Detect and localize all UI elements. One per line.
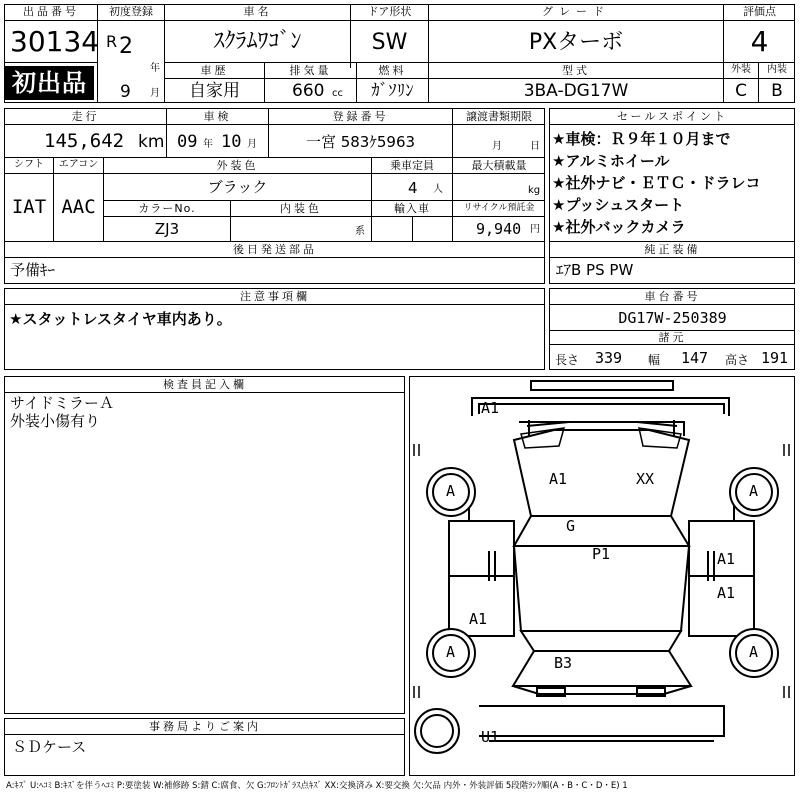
history: 自家用 [189, 81, 240, 101]
notes-label: 注意事項欄 [240, 290, 310, 303]
sales-point: ★社外バックカメラ [552, 218, 686, 236]
first-registration-label: 初度登録 [109, 5, 153, 18]
chassis-number-label: 車台番号 [644, 290, 701, 303]
displacement-unit: cc [332, 88, 343, 99]
month-unit: 月 [150, 88, 160, 99]
mark-rear-bumper: A1 [481, 399, 500, 417]
equipment-label: 純正装備 [644, 243, 701, 256]
mark-hood-left: A1 [549, 470, 568, 488]
capacity: 4 [408, 179, 418, 197]
notes-text: ★スタットレスタイヤ車内あり。 [9, 310, 232, 328]
mark-tire-front-right: A [749, 482, 759, 500]
mark-tire-rear-right: A [749, 643, 759, 661]
model-label: 型式 [562, 64, 590, 77]
office-text: ＳＤケース [12, 738, 87, 756]
color-number: ZJ3 [154, 220, 180, 238]
mark-tire-rear-left: A [446, 643, 456, 661]
lot-number-label: 出品番号 [23, 5, 79, 18]
exterior-color: ブラック [207, 178, 268, 196]
score-label: 評価点 [743, 5, 776, 18]
max-load-unit: kg [528, 185, 541, 196]
vehicle-diagram [409, 376, 795, 776]
inspector-line: 外装小傷有り [10, 412, 101, 430]
interior-label: 内装 [767, 64, 787, 75]
registration-month: 9 [120, 82, 131, 102]
inspection-year: 09 [177, 132, 198, 152]
exterior-color-label: 外装色 [216, 159, 259, 172]
model: 3BA-DG17W [523, 81, 629, 101]
inspection-year-unit: 年 [203, 139, 213, 150]
office-label: 事務局よりご案内 [149, 720, 261, 733]
mark-tailgate: B3 [554, 654, 573, 672]
transfer-month-unit: 月 [492, 141, 502, 152]
door-type: SW [371, 30, 408, 55]
grade: PXターボ [528, 30, 624, 55]
width: 147 [681, 349, 709, 367]
inspection-month: 10 [221, 132, 242, 152]
height: 191 [761, 349, 789, 367]
sales-point: ★社外ナビ・ＥＴＣ・ドラレコ [552, 174, 761, 192]
shift: IAT [11, 196, 47, 218]
car-name: ｽｸﾗﾑﾜｺﾞﾝ [213, 29, 302, 54]
color-number-label: カラーNo. [138, 202, 196, 215]
length-label: 長さ [555, 353, 580, 367]
transfer-day-unit: 日 [530, 141, 540, 152]
capacity-unit: 人 [433, 184, 443, 195]
mark-roof: P1 [592, 545, 611, 563]
fuel: ｶﾞｿﾘﾝ [371, 81, 414, 101]
exterior-label: 外装 [731, 64, 751, 75]
chassis-number: DG17W-250389 [618, 309, 727, 327]
height-label: 高さ [725, 353, 750, 367]
later-parts-label: 後日発送部品 [233, 243, 317, 256]
score: 4 [750, 25, 769, 58]
mark-tire-front-left: A [446, 482, 456, 500]
inspection-label: 車検 [203, 110, 232, 123]
ac-label: エアコン [58, 159, 99, 170]
inspection-month-unit: 月 [247, 139, 257, 150]
mark-door-right-front: A1 [717, 550, 736, 568]
interior-color-unit: 系 [355, 226, 365, 237]
air-conditioner: AAC [61, 196, 96, 218]
max-load-label: 最大積載量 [471, 159, 527, 172]
equipment: ｴｱB PS PW [556, 261, 634, 279]
registration-year: 2 [119, 34, 133, 59]
mark-door-right-rear: A1 [717, 584, 736, 602]
import-label: 輸入車 [394, 202, 430, 215]
sales-point: ★車検：Ｒ９年１０月まで [552, 130, 731, 148]
mark-hood-right: XX [636, 470, 655, 488]
displacement-label: 排気量 [289, 64, 332, 77]
lot-number: 30134 [10, 25, 100, 58]
registration-label: 登録番号 [332, 110, 389, 123]
width-label: 幅 [648, 353, 661, 367]
door-type-label: ドア形状 [367, 5, 412, 18]
registration-number: 一宮 583ｹ5963 [305, 133, 416, 151]
sales-points-label: セールスポイント [616, 110, 728, 123]
mark-windshield: G [566, 517, 576, 535]
transfer-deadline-label: 譲渡書類期限 [466, 110, 532, 123]
capacity-label: 乗車定員 [390, 159, 434, 172]
recycle-fee: 9,940 [476, 220, 522, 238]
spare-tire [415, 709, 459, 753]
legend: A:ｷｽﾞ U:ﾍｺﾐ B:ｷｽﾞを伴うﾍｺﾐ P:要塗装 W:補修跡 S:錆 C:腐食、欠 G:ﾌﾛﾝﾄｶﾞﾗｽ点ｷｽﾞ XX:交換済み X:要交換 欠:欠品 内外・外装評価 5段階ﾗﾝｸ順(A・B・C・D・E) 1 [6, 781, 628, 791]
sales-point: ★プッシュスタート [552, 196, 685, 214]
interior-grade: B [771, 81, 783, 101]
inspector-label: 検査員記入欄 [163, 378, 247, 391]
fuel-label: 燃料 [378, 64, 407, 77]
sales-points-list [552, 128, 760, 238]
inspector-line: サイドミラーＡ [10, 394, 114, 412]
recycle-fee-unit: 円 [530, 224, 540, 235]
mark-door-left-rear: A1 [469, 610, 488, 628]
later-parts: 予備ｷｰ [10, 261, 56, 279]
mileage-unit: km [138, 132, 165, 152]
year-unit: 年 [150, 63, 160, 74]
sales-point: ★アルミホイール [552, 152, 670, 170]
era: R [106, 32, 118, 51]
first-listing-badge: 初出品 [5, 66, 94, 100]
length: 339 [595, 349, 623, 367]
mark-front-bumper: U1 [481, 728, 500, 746]
history-label: 車歴 [200, 64, 229, 77]
interior-color-label: 内装色 [280, 202, 322, 215]
dimensions-label: 諸元 [658, 331, 687, 344]
car-name-label: 車名 [243, 5, 272, 18]
mileage: 145,642 [44, 130, 125, 152]
recycle-fee-label: リサイクル預託金 [463, 203, 535, 213]
shift-label: シフト [14, 159, 44, 170]
exterior-grade: C [735, 81, 747, 101]
mileage-label: 走行 [71, 110, 100, 123]
grade-label: グレード [542, 5, 610, 18]
displacement: 660 [292, 81, 325, 101]
